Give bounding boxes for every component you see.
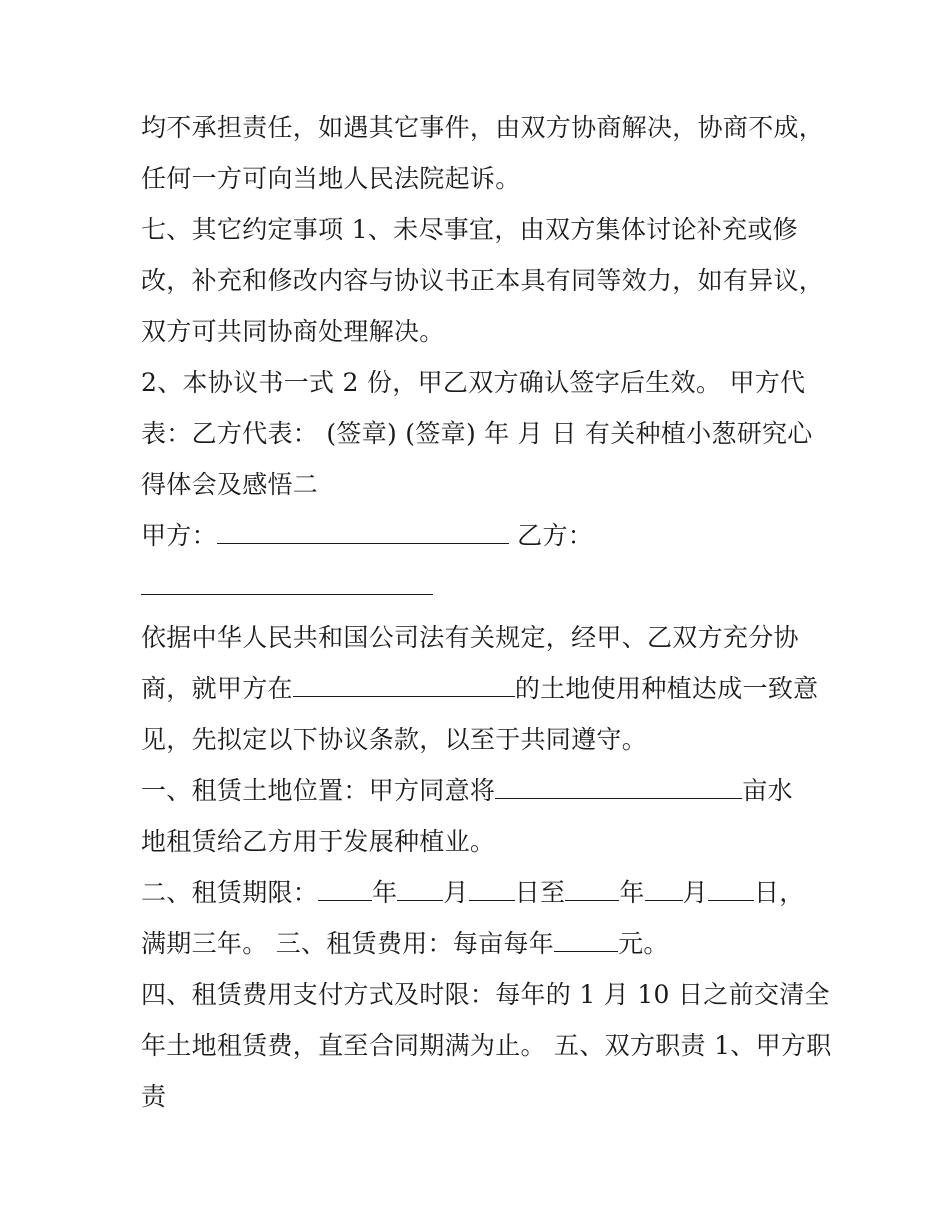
- text-line: 依据中华人民共和国公司法有关规定，经甲、乙双方充分协: [141, 623, 799, 652]
- text-span: 一、租赁土地位置：甲方同意将: [141, 776, 496, 805]
- acreage-blank: [495, 776, 742, 799]
- party-b-label: 乙方：: [517, 521, 594, 550]
- text-span: 月: [443, 878, 469, 907]
- party-a-blank: [217, 521, 509, 544]
- text-line: 任何一方可向当地人民法院起诉。: [141, 164, 521, 193]
- text-span: 年: [619, 878, 645, 907]
- text-line: 地租赁给乙方用于发展种植业。: [141, 827, 496, 856]
- text-line: 改，补充和修改内容与协议书正本具有同等效力，如有异议，: [141, 266, 825, 295]
- text-line: 七、其它约定事项 1、未尽事宜，由双方集体讨论补充或修: [141, 215, 798, 244]
- text-line: 四、租赁费用支付方式及时限：每年的 1 月 10 日之前交清全: [141, 980, 830, 1009]
- text-span: 日至: [514, 878, 566, 907]
- start-year-blank: [318, 878, 372, 901]
- party-b-blank: [141, 572, 433, 595]
- party-b-blank-line: [141, 572, 433, 602]
- text-line: 得体会及感悟二: [141, 470, 319, 499]
- term-line: [141, 878, 805, 908]
- fee-blank: [554, 929, 618, 952]
- text-span: 满期三年。 三、租赁费用：每亩每年: [141, 929, 555, 958]
- text-line: [141, 776, 793, 806]
- text-span: 日，: [753, 878, 805, 907]
- text-line: 责: [141, 1082, 167, 1111]
- fee-line: [141, 929, 669, 959]
- text-span: 元。: [618, 929, 669, 958]
- party-a-label: 甲方：: [141, 521, 217, 550]
- end-day-blank: [708, 878, 754, 901]
- end-year-blank: [565, 878, 619, 901]
- text-line: 双方可共同协商处理解决。: [141, 317, 445, 346]
- location-blank: [293, 674, 515, 697]
- text-line: 均不承担责任，如遇其它事件，由双方协商解决，协商不成，: [141, 113, 825, 142]
- text-span: 二、租赁期限：: [141, 878, 319, 907]
- text-line: 表：乙方代表： (签章) (签章) 年 月 日 有关种植小葱研究心: [141, 419, 813, 448]
- text-span: 亩水: [742, 776, 793, 805]
- text-span: 年: [372, 878, 398, 907]
- start-month-blank: [397, 878, 443, 901]
- text-line: 2、本协议书一式 2 份，甲乙双方确认签字后生效。 甲方代: [141, 368, 806, 397]
- text-line: 年土地租赁费，直至合同期满为止。 五、双方职责 1、甲方职: [141, 1031, 832, 1060]
- text-span: 商，就甲方在: [141, 674, 293, 703]
- start-day-blank: [469, 878, 515, 901]
- end-month-blank: [645, 878, 683, 901]
- text-line: 见，先拟定以下协议条款，以至于共同遵守。: [141, 725, 648, 754]
- text-span: 月: [682, 878, 708, 907]
- text-span: 的土地使用种植达成一致意: [514, 674, 819, 703]
- text-line: [141, 674, 818, 704]
- party-line: [141, 521, 593, 551]
